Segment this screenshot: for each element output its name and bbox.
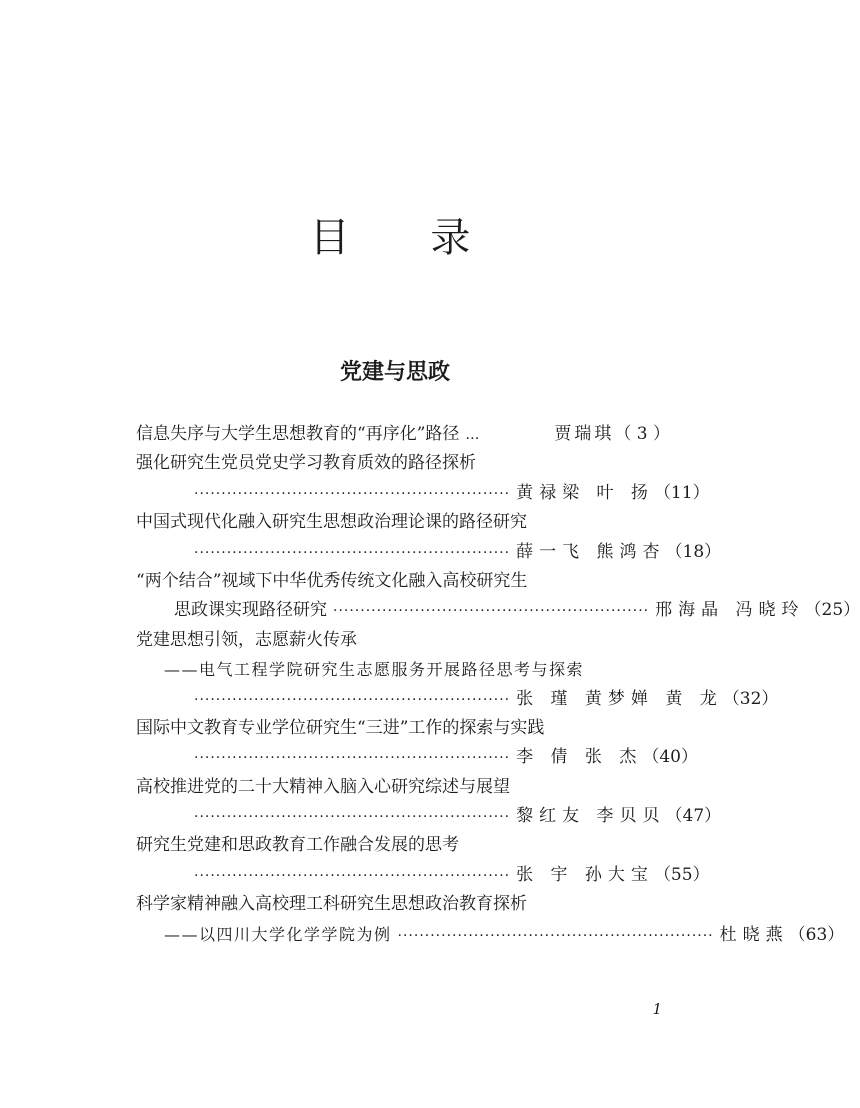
toc-entry-leader	[136, 685, 779, 714]
dot-leader: ··························································	[333, 603, 650, 620]
toc-entry-leader	[136, 802, 722, 831]
entry-title[interactable]: 科学家精神融入高校理工科研究生思想政治教育探析	[136, 894, 527, 915]
dot-leader: ··························································	[194, 544, 511, 561]
dot-leader: ··························································	[194, 691, 511, 708]
entry-page: （63）	[788, 924, 845, 945]
entry-subtitle: ——电气工程学院研究生志愿服务开展路径思考与探索	[164, 660, 585, 680]
dot-leader: ··························································	[194, 750, 511, 767]
entry-authors: 贾瑞琪	[554, 424, 615, 444]
entry-title-continued: 思政课实现路径研究	[174, 600, 327, 621]
entry-authors: 杜晓燕	[719, 924, 789, 945]
entry-page: （11）	[653, 482, 710, 503]
entry-page: （32）	[722, 688, 779, 709]
dot-leader: ··························································	[194, 485, 511, 502]
entry-title[interactable]: 研究生党建和思政教育工作融合发展的思考	[136, 835, 459, 856]
entry-title[interactable]: 国际中文教育专业学位研究生“三进”工作的探索与实践	[136, 717, 545, 738]
dot-leader: ··························································	[194, 809, 511, 826]
toc-entry[interactable]	[136, 420, 670, 449]
entry-title[interactable]: 强化研究生党员党史学习教育质效的路径探析	[136, 453, 476, 474]
entry-title: 信息失序与大学生思想教育的“再序化”路径	[136, 424, 460, 444]
entry-authors: 黎红友 李贝贝	[516, 806, 666, 827]
toc-entry-leader	[136, 596, 860, 625]
entry-authors: 黄禄梁 叶 扬	[516, 482, 654, 503]
table-of-contents	[136, 420, 860, 949]
entry-page: （18）	[665, 541, 722, 562]
entry-title[interactable]: “两个结合”视域下中华优秀传统文化融入高校研究生	[136, 570, 528, 591]
entry-authors: 张 瑾 黄梦婵 黄 龙	[516, 688, 723, 709]
page-number: 1	[652, 1000, 662, 1018]
entry-authors: 邢海晶 冯晓玲	[655, 600, 805, 621]
toc-entry-leader	[136, 479, 710, 508]
entry-page: （55）	[653, 864, 710, 885]
entry-title[interactable]: 中国式现代化融入研究生思想政治理论课的路径研究	[136, 512, 527, 533]
toc-entry-leader	[136, 743, 698, 772]
section-heading: 党建与思政	[339, 359, 450, 385]
toc-entry-leader	[136, 861, 710, 890]
entry-title[interactable]: 党建思想引领，志愿薪火传承	[136, 629, 357, 650]
entry-page: （47）	[665, 806, 722, 827]
entry-authors: 张 宇 孙大宝	[516, 864, 654, 885]
entry-subtitle: ——以四川大学化学学院为例	[164, 924, 392, 944]
entry-page: （ 3 ）	[614, 424, 670, 444]
dot-leader: ··························································	[194, 867, 511, 884]
entry-page: （25）	[804, 600, 860, 621]
dot-leader: …	[465, 427, 480, 443]
entry-authors: 李 倩 张 杰	[516, 747, 643, 768]
toc-entry-leader	[136, 538, 722, 567]
entry-title[interactable]: 高校推进党的二十大精神入脑入心研究综述与展望	[136, 776, 510, 797]
entry-authors: 薛一飞 熊鸿杏	[516, 541, 666, 562]
toc-entry-leader	[136, 920, 845, 949]
dot-leader: ··························································	[397, 927, 714, 944]
page-title: 目 录	[309, 215, 505, 261]
entry-page: （40）	[642, 747, 698, 768]
